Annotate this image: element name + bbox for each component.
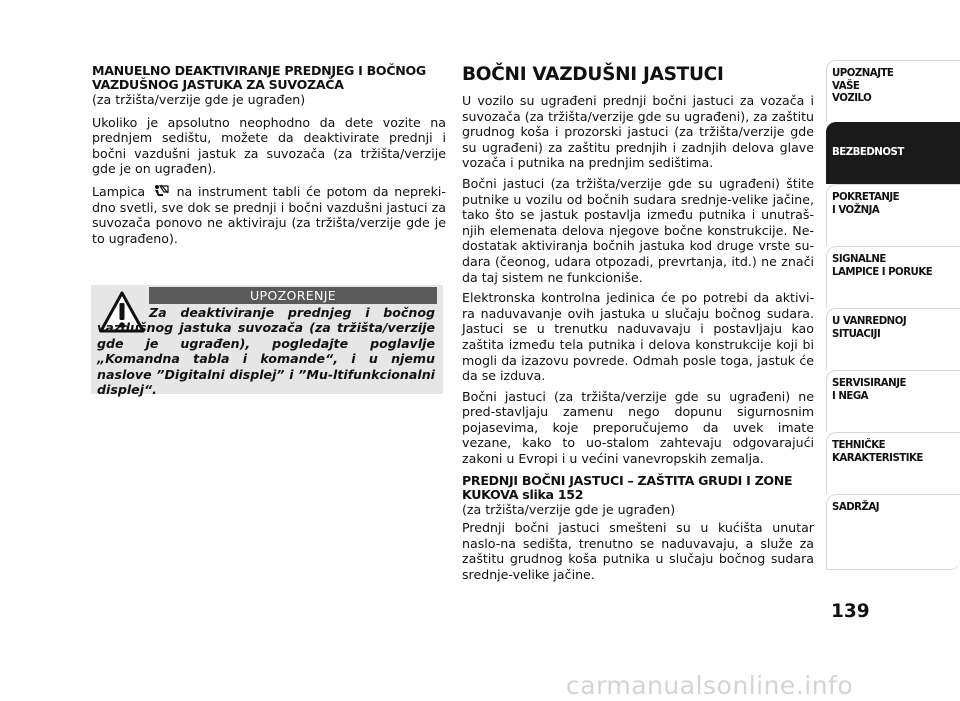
paragraph: Prednji bočni jastuci smešteni su u kućišta unutar naslo-na sedišta, trenutno se naduvavaju, a služe za zaštitu grudnog koša putnika u slučaju bočnog sudara srednje-velike jačine. <box>462 520 814 583</box>
tab-label: BEZBEDNOST <box>832 147 904 158</box>
section-subheading: (za tržišta/verzije gde je ugrađen) <box>92 92 306 107</box>
watermark: carmanualsonline.info <box>566 671 854 700</box>
tab-label: UPOZNAJTE VAŠE VOZILO <box>832 68 894 105</box>
paragraph: Elektronska kontrolna jedinica će po potrebi da aktivi-ra naduvavanje ovih jastuka u slučaju bočnog sudara. Jastuci se u trenutku naduvavaju i postavljaju kao zaštita između tela putnika i delova konstrukcije koji bi mogli da izazovu povrede. Odmah posle toga, jastuk će da se izduva. <box>462 290 814 384</box>
page-title: BOČNI VAZDUŠNI JASTUCI <box>462 64 724 85</box>
tab-sadrzaj[interactable] <box>826 494 960 570</box>
paragraph: U vozilo su ugrađeni prednji bočni jastuci za vozača i suvozača (za tržišta/verzije gde su ugrađeni), za zaštitu grudnog koša i prozorski jastuci (za tržišta/verzije gde su ugrađeni) za zaštitu prednjih i zadnjih delova glave vozača i putnika na prednjim sedištima. <box>462 93 814 171</box>
paragraph: Bočni jastuci (za tržišta/verzije gde su ugrađeni) ne pred-stavljaju zamenu nego dopunu sigurnosnim pojasevima, koje preporučujemo da uvek imate vezane, kako to uo-stalom zahtevaju odgovarajući zakoni u Evropi i u većini vanevropskih zemalja. <box>462 388 814 467</box>
airbag-off-icon <box>153 184 169 198</box>
subsection-heading-line2: KUKOVA slika 152 <box>462 486 584 502</box>
page-number: 139 <box>831 601 870 622</box>
section-heading-line2: VAZDUŠNOG JASTUKA ZA SUVOZAČA <box>92 77 344 92</box>
tab-label: SIGNALNE LAMPICE I PORUKE <box>832 254 933 278</box>
tab-label: POKRETANJE I VOŽNJA <box>832 192 900 216</box>
paragraph-lamp <box>92 184 446 246</box>
tab-label: SERVISIRANJE I NEGA <box>832 378 906 402</box>
subsection-note: (za tržišta/verzije gde je ugrađen) <box>462 501 676 517</box>
section-heading <box>92 64 446 92</box>
subsection-heading-line1: PREDNJI BOČNI JASTUCI – ZAŠTITA GRUDI I ZONE <box>462 472 793 488</box>
tab-signalne-lampice[interactable] <box>826 246 960 308</box>
tab-tehnicke-karakteristike[interactable] <box>826 432 960 494</box>
warning-box <box>91 285 443 398</box>
warning-text: Za deaktiviranje prednjeg i bočnog vazdušnog jastuka suvozača (za tržišta/verzije gde je ugrađen), pogledajte poglavlje „Komandna tabla i komande“, i u njemu naslove ”Digitalni displej” i ”Mu-ltifunkcionalni displej“. <box>97 305 435 398</box>
section-heading-line1: MANUELNO DEAKTIVIRANJE PREDNJEG I BOČNOG <box>92 63 426 78</box>
paragraph: Bočni jastuci (za tržišta/verzije gde su ugrađeni) štite putnike u vozilu od bočnih sudara srednje-velike jačine, tako što se jastuk postavlja između putnika i unutraš-njih elemenata delova njegove bočne konstrukcije. Ne-dostatak aktiviranja bočnih jastuka kod druge vrste su-dara (čeonog, udara otpozadi, prevrtanja, itd.) ne znači da taj sistem ne funkcioniše. <box>462 175 814 285</box>
right-column <box>462 64 814 588</box>
warning-banner: UPOZORENJE <box>149 287 437 304</box>
tab-pokretanje-i-voznja[interactable] <box>826 184 960 246</box>
paragraph-lamp-end: na instrument tabli će potom da nepreki-dno svetli, sve dok se prednji i bočni vazdušni jastuci za suvozača ponovo ne aktiviraju (za tržišta/verzije gde je to ugrađeno). <box>92 183 446 246</box>
tab-label: U VANREDNOJ SITUACIJI <box>832 316 907 340</box>
tab-u-vanrednoj-situaciji[interactable] <box>826 308 960 370</box>
tab-upoznajte-vase-vozilo[interactable] <box>826 60 960 122</box>
tab-bezbednost[interactable] <box>826 122 960 184</box>
left-column <box>92 64 446 253</box>
tab-servisiranje-i-nega[interactable] <box>826 370 960 432</box>
subsection-heading <box>462 474 814 502</box>
paragraph-lamp-start: Lampica <box>92 183 146 199</box>
tab-label: TEHNIČKE KARAKTERISTIKE <box>832 440 923 464</box>
tab-label: SADRŽAJ <box>832 502 880 513</box>
paragraph: Ukoliko je apsolutno neophodno da dete vozite na prednjem sedištu, možete da deaktivirate prednji i bočni vazdušni jastuk za suvozača (za tržišta/verzije gde je on ugrađen). <box>92 114 446 177</box>
chapter-tabs <box>826 60 960 570</box>
